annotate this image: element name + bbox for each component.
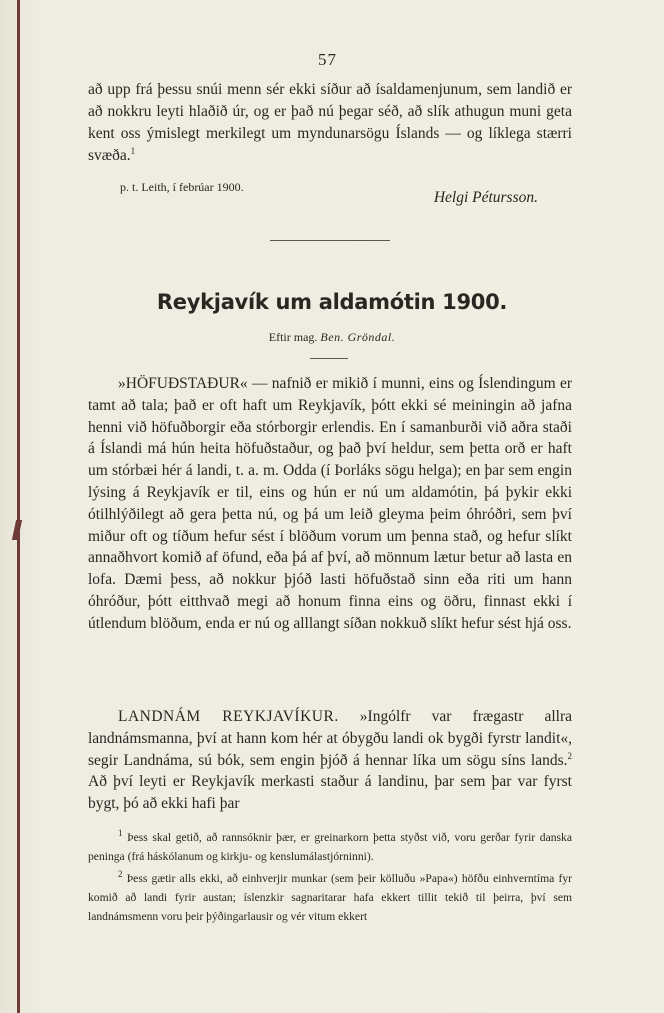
intro-paragraph (88, 79, 572, 167)
footnote-1-mark: 1 (118, 828, 123, 839)
footnote-ref-1: 1 (130, 145, 136, 156)
paragraph-landnam (88, 706, 572, 815)
footnote-1 (88, 828, 572, 866)
signature: Helgi Pétursson. (433, 189, 538, 206)
section-divider (270, 240, 390, 241)
paragraph-hofudstadur (88, 373, 572, 635)
paragraph-1-text: »HÖFUÐSTAÐUR« — nafnið er mikið í munni, eins og Íslendingum er tamt að tala; það er oft haft um Reykjavík, þótt ekki sé meiningin að jafna henni við höfuðborgir eða stórborgir erlendis. En í samanburði við aðra staði á Íslandi má hún heita höfuðstaður, og það því heldur, sem þetta orð er haft um stórbæi hér á landi, t. a. m. Odda (í Þorláks sögu helga); en þar sem engin lýsing á Reykjavík er til, eins og hún er nú um aldamótin, þá þykir ekki ótilhlýðilegt að gera þetta nú, og þá um leið gleyma þeim óhróðri, sem því miður oft og tíðum hefur sést í blöðum vorum um þenna stað, og hefur slíkt annaðhvort komið af öfund, eða þá af því, að mönnum lætur betur að lasta en lofa. Dæmi þess, að nokkur þjóð lasti höfuðstað sinn eða riti um hann óhróður, þótt eitthvað megi að honum finna eins og öðru, finnast ekki í útlendum blöðum, enda er nú og alllangt síðan nokkuð slíkt hefur sést hjá oss. (88, 375, 572, 632)
byline-prefix: Eftir mag. (268, 330, 318, 344)
binding-mark (12, 520, 22, 540)
footnote-2-text: Þess gætir alls ekki, að einhverjir munkar (sem þeir kölluðu »Papa«) höfðu einhverntíma fyr komið að landi fyrir austan; íslenzkir sagnaritarar hafa ekkert tillit tekið til þeirra, því sem landnámsmenn voru þeir þýðingarlausir og vér vitum ekkert (88, 872, 572, 923)
paragraph-2-text-b: Að því leyti er Reykjavík merkasti staður á landinu, þar sem þar var fyrst bygt, þó að ekki hafi þar (88, 773, 572, 813)
title-divider (310, 358, 348, 359)
dateline: p. t. Leith, í febrúar 1900. (120, 180, 244, 194)
paragraph-2-text-a: »Ingólfr var frægastr allra landnámsmanna, því at hann kom hér at óbygðu landi ok bygði fyrstr landit«, segir Landnáma, sú bók, sem engin þjóð á hennar líka um sögu síns lands. (88, 708, 572, 769)
section-heading: LANDNÁM REYKJAVÍKUR. (118, 708, 339, 725)
footnote-ref-2: 2 (567, 750, 572, 761)
footnote-1-text: Þess skal getið, að rannsóknir þær, er greinarkorn þetta styðst við, voru gerðar fyrir danska peninga (frá háskólanum og kirkju- og kenslumálastjórninni). (88, 831, 572, 863)
byline-author: Ben. Gröndal. (320, 330, 396, 344)
article-title: Reykjavík um aldamótin 1900. (156, 290, 508, 314)
footnotes (88, 828, 572, 929)
footnote-2-mark: 2 (118, 869, 123, 880)
binding-edge (17, 0, 20, 1013)
footnote-2 (88, 869, 572, 926)
page-number: 57 (318, 50, 337, 69)
intro-text: að upp frá þessu snúi menn sér ekki síður að ísaldamenjunum, sem landið er að nokkru leyti hlaðið úr, og er það nú þegar séð, að slík athugun muni geta kent oss ýmislegt merkilegt um myndunarsögu Íslands — og líklega stærri svæða. (88, 81, 572, 164)
byline (0, 330, 664, 345)
